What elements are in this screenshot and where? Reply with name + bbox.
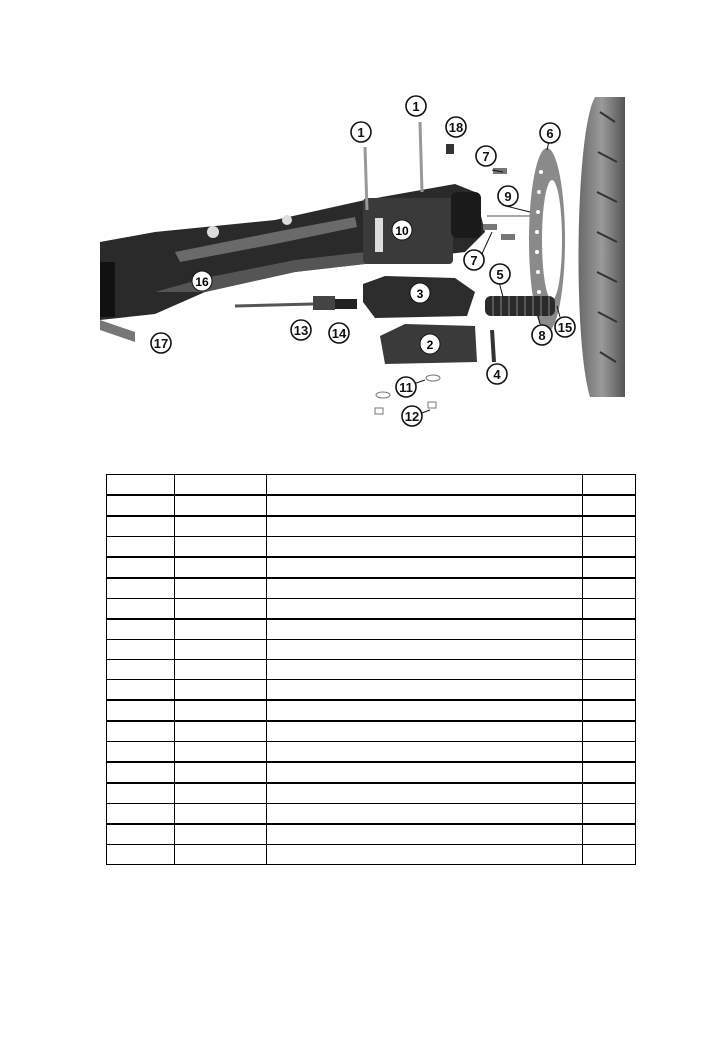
table-cell [175,804,267,825]
tire-illustration [579,97,625,397]
callout-6 [540,123,560,143]
svg-text:8: 8 [538,328,546,343]
table-cell [175,578,267,599]
table-row [107,700,636,721]
table-cell [107,700,175,721]
table-cell [267,742,583,763]
callout-16-label: 16 [195,275,209,289]
table-cell [175,599,267,620]
table-cell [175,783,267,804]
table-row [107,762,636,783]
table-cell [175,619,267,640]
table-row [107,578,636,599]
table-row [107,495,636,516]
callout-5 [490,264,510,284]
table-cell [107,783,175,804]
svg-text:13: 13 [293,323,309,338]
callout-14 [329,323,349,343]
table-cell [583,680,636,701]
table-cell [267,845,583,865]
callout-1a [351,122,371,142]
parts-list-table [106,474,636,865]
table-cell [583,824,636,845]
table-cell [107,762,175,783]
callout-10-label: 10 [395,224,409,238]
table-cell [267,804,583,825]
table-cell [175,557,267,578]
table-cell [267,762,583,783]
callout-7b [464,250,484,270]
callout-11 [396,377,416,397]
table-row [107,599,636,620]
table-cell [583,495,636,516]
exploded-parts-diagram [95,92,625,427]
table-cell [267,824,583,845]
table-row [107,619,636,640]
callout-15 [555,317,575,337]
table-cell [107,475,175,496]
svg-text:1: 1 [412,99,420,114]
svg-text:9: 9 [504,189,512,204]
svg-text:4: 4 [493,367,501,382]
table-cell [583,721,636,742]
table-row [107,557,636,578]
callout-8 [532,325,552,345]
table-cell [107,578,175,599]
callout-9 [498,186,518,206]
table-cell [267,640,583,660]
table-cell [107,516,175,537]
table-cell [107,640,175,660]
bolt-illustration [492,330,494,362]
spring-illustration [485,296,555,316]
table-row [107,845,636,865]
table-cell [175,475,267,496]
table-cell [107,721,175,742]
table-cell [107,537,175,558]
table-cell [175,762,267,783]
svg-text:11: 11 [399,380,413,395]
table-cell [583,845,636,865]
table-cell [267,578,583,599]
table-row [107,537,636,558]
svg-text:14: 14 [331,326,347,341]
table-cell [267,557,583,578]
table-cell [583,619,636,640]
table-row [107,804,636,825]
cable-illustration [235,296,357,310]
table-cell [583,700,636,721]
callout-3-label: 3 [416,287,424,301]
table-cell [107,619,175,640]
table-cell [175,721,267,742]
table-cell [583,516,636,537]
table-cell [267,783,583,804]
callout-1b [406,96,426,116]
table-cell [267,700,583,721]
svg-text:7: 7 [482,149,490,164]
table-cell [107,742,175,763]
svg-text:5: 5 [496,267,504,282]
table-cell [583,804,636,825]
svg-text:7: 7 [470,253,478,268]
callout-17 [151,333,171,353]
table-cell [583,742,636,763]
table-cell [583,537,636,558]
table-cell [583,578,636,599]
table-cell [267,660,583,680]
table-cell [175,537,267,558]
table-cell [175,660,267,680]
table-cell [175,700,267,721]
table-cell [267,537,583,558]
svg-text:1: 1 [357,125,365,140]
swing-arm-illustration [100,184,485,342]
table-cell [267,516,583,537]
callout-4 [487,364,507,384]
table-cell [175,495,267,516]
table-cell [107,680,175,701]
svg-text:6: 6 [546,126,554,141]
table-cell [583,762,636,783]
table-cell [267,721,583,742]
table-cell [267,475,583,496]
table-row [107,742,636,763]
callout-12 [402,406,422,426]
table-cell [267,619,583,640]
callout-2-label: 2 [426,338,434,352]
svg-text:18: 18 [448,120,464,135]
table-cell [583,783,636,804]
table-cell [583,599,636,620]
table-row [107,640,636,660]
table-cell [267,599,583,620]
table-row [107,660,636,680]
table-row [107,516,636,537]
table-cell [583,640,636,660]
table-cell [267,495,583,516]
callout-13 [291,320,311,340]
table-cell [107,557,175,578]
svg-text:15: 15 [557,320,573,335]
table-row [107,475,636,496]
table-cell [583,557,636,578]
table-cell [175,845,267,865]
table-cell [107,660,175,680]
table-cell [175,824,267,845]
table-cell [583,660,636,680]
table-cell [583,475,636,496]
callout-7a [476,146,496,166]
svg-text:12: 12 [404,409,420,424]
table-cell [107,804,175,825]
table-cell [175,742,267,763]
table-row [107,680,636,701]
table-row [107,824,636,845]
table-row [107,783,636,804]
table-cell [175,516,267,537]
table-cell [175,640,267,660]
table-cell [107,495,175,516]
table-cell [107,824,175,845]
svg-text:17: 17 [153,336,169,351]
table-cell [107,599,175,620]
table-cell [107,845,175,865]
table-cell [267,680,583,701]
table-row [107,721,636,742]
callout-18 [446,117,466,137]
table-cell [175,680,267,701]
